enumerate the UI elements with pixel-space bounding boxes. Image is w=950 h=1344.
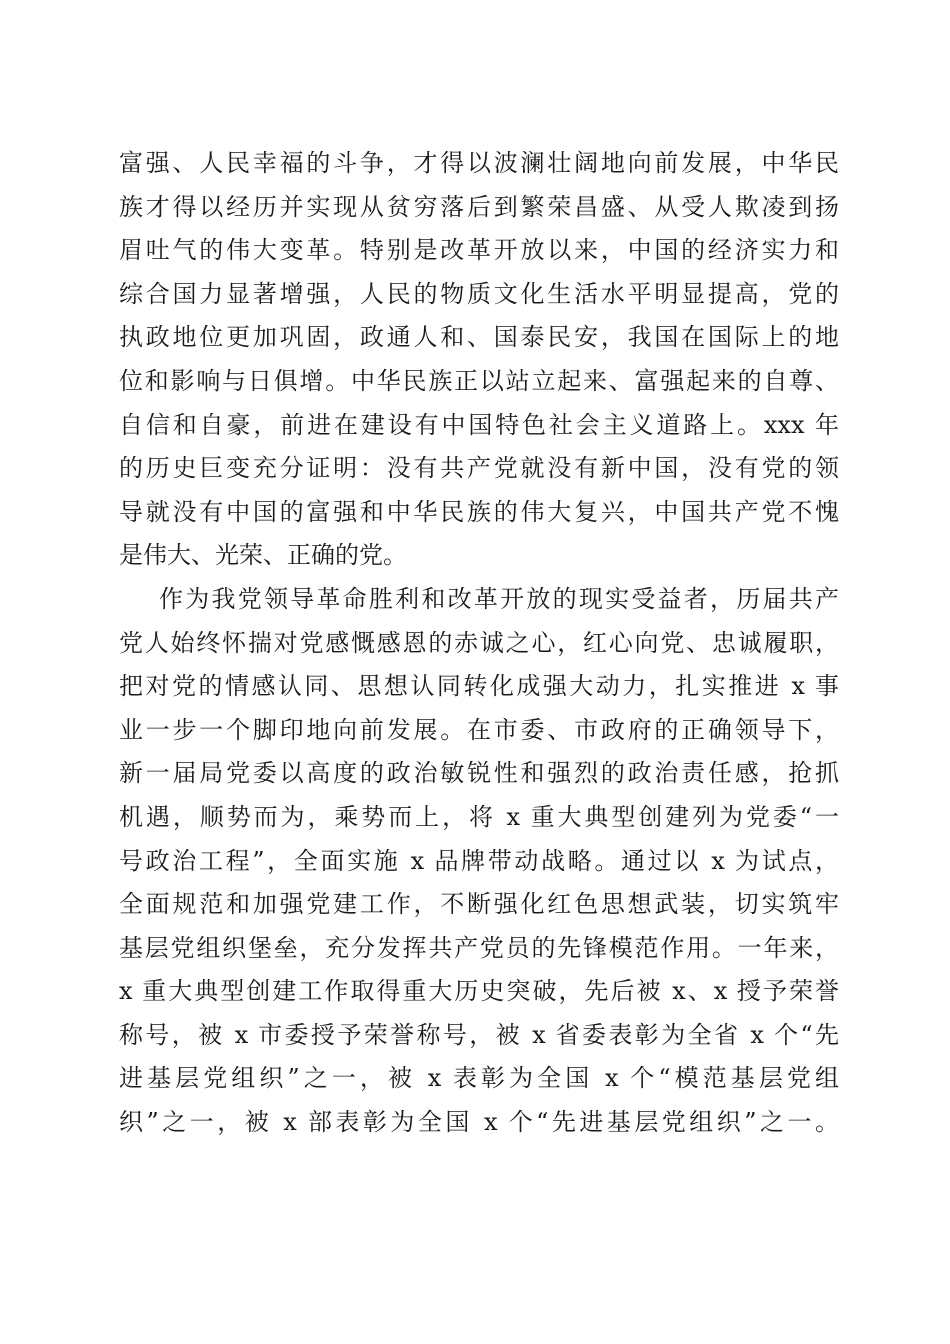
paragraph-2-line-1: 作为我党领导革命胜利和改革开放的现实受益者，历届共产: [159, 584, 839, 613]
paragraph-2-line-3: 把对党的情感认同、思想认同转化成强大动力，扎实推进 x 事: [119, 672, 839, 701]
paragraph-1-line-3: 眉吐气的伟大变革。特别是改革开放以来，中国的经济实力和: [119, 236, 839, 265]
paragraph-1-line-6: 位和影响与日俱增。中华民族正以站立起来、富强起来的自尊、: [119, 366, 839, 395]
paragraph-1-line-1: 富强、人民幸福的斗争，才得以波澜壮阔地向前发展，中华民: [119, 149, 839, 177]
paragraph-2-line-11: 称号，被 x 市委授予荣誉称号，被 x 省委表彰为全省 x 个“先: [119, 1020, 839, 1049]
paragraph-2-line-2: 党人始终怀揣对党感慨感恩的赤诚之心，红心向党、忠诚履职，: [119, 628, 839, 657]
paragraph-1: [119, 142, 839, 578]
paragraph-2-line-12: 进基层党组织”之一，被 x 表彰为全国 x 个“模范基层党组: [119, 1064, 839, 1093]
paragraph-1-line-2: 族才得以经历并实现从贫穷落后到繁荣昌盛、从受人欺凌到扬: [119, 192, 839, 221]
paragraph-2-line-5: 新一届局党委以高度的政治敏锐性和强烈的政治责任感，抢抓: [119, 759, 839, 788]
paragraph-1-line-4: 综合国力显著增强，人民的物质文化生活水平明显提高，党的: [119, 279, 839, 308]
paragraph-1-line-5: 执政地位更加巩固，政通人和、国泰民安，我国在国际上的地: [119, 323, 839, 352]
paragraph-1-line-9: 导就没有中国的富强和中华民族的伟大复兴，中国共产党不愧: [119, 497, 839, 526]
paragraph-2-line-13: 织”之一，被 x 部表彰为全国 x 个“先进基层党组织”之一。: [119, 1108, 839, 1137]
paragraph-2-line-8: 全面规范和加强党建工作，不断强化红色思想武装，切实筑牢: [119, 890, 839, 919]
paragraph-2-line-6: 机遇，顺势而为，乘势而上，将 x 重大典型创建列为党委“一: [119, 802, 839, 831]
paragraph-1-line-7: 自信和自豪，前进在建设有中国特色社会主义道路上。xxx 年: [119, 410, 839, 439]
paragraph-2-line-10: x 重大典型创建工作取得重大历史突破，先后被 x、x 授予荣誉: [119, 977, 839, 1006]
paragraph-2-line-9: 基层党组织堡垒，充分发挥共产党员的先锋模范作用。一年来，: [119, 933, 839, 962]
paragraph-2: [119, 578, 839, 1145]
paragraph-1-line-8: 的历史巨变充分证明：没有共产党就没有新中国，没有党的领: [119, 454, 839, 483]
paragraph-1-line-10: 是伟大、光荣、正确的党。: [119, 541, 407, 570]
paragraph-2-line-4: 业一步一个脚印地向前发展。在市委、市政府的正确领导下，: [119, 715, 839, 744]
paragraph-2-line-7: 号政治工程”，全面实施 x 品牌带动战略。通过以 x 为试点，: [119, 846, 839, 875]
body-text: [119, 142, 839, 1145]
